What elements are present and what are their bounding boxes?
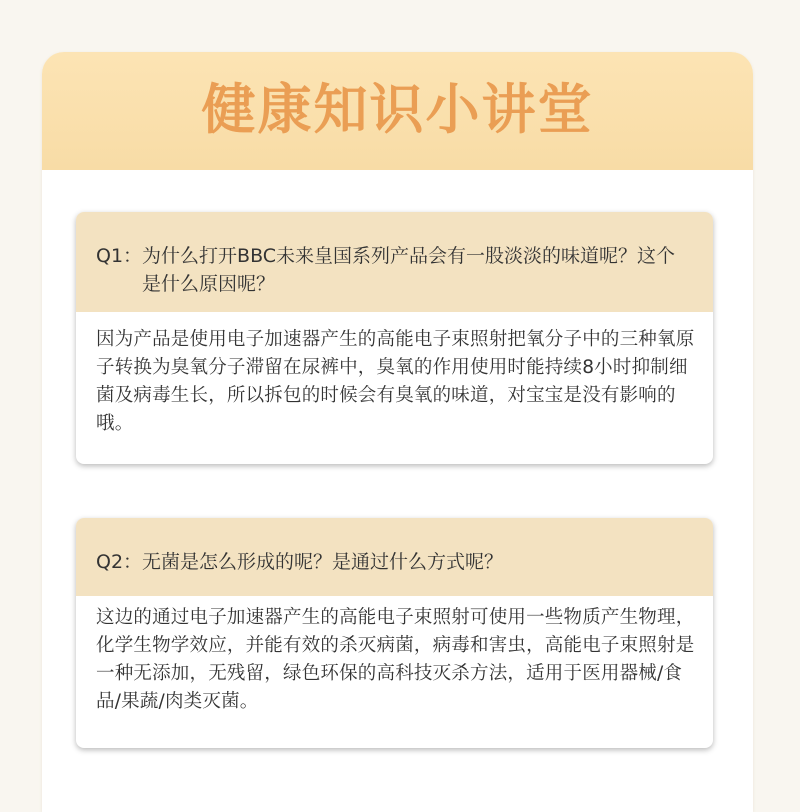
question-header [76, 518, 713, 596]
qa-card-2 [76, 518, 713, 748]
panel-header [42, 52, 753, 170]
answer-text: 这边的通过电子加速器产生的高能电子束照射可使用一些物质产生物理，化学生物学效应，并能有效的杀灭病菌，病毒和害虫，高能电子束照射是一种无添加，无残留，绿色环保的高科技灭杀方法，适用于医用器械/食品/果蔬/肉类灭菌。 [96, 607, 695, 712]
page-title: 健康知识小讲堂 [201, 78, 594, 141]
question-number: Q1： [96, 245, 143, 267]
knowledge-panel [42, 52, 753, 812]
qa-card-1 [76, 212, 713, 464]
question-number: Q2： [96, 551, 143, 573]
answer-text: 因为产品是使用电子加速器产生的高能电子束照射把氧分子中的三种氧原子转换为臭氧分子滞留在尿裤中，臭氧的作用使用时能持续8小时抑制细菌及病毒生长，所以拆包的时候会有臭氧的味道，对宝宝是没有影响的哦。 [96, 329, 695, 434]
question-text: 无菌是怎么形成的呢？是通过什么方式呢？ [142, 551, 504, 573]
question-header [76, 212, 713, 312]
question-text: 为什么打开BBC未来皇国系列产品会有一股淡淡的味道呢？这个是什么原因呢？ [142, 245, 676, 295]
question-line [96, 548, 685, 576]
question-line [96, 242, 685, 298]
